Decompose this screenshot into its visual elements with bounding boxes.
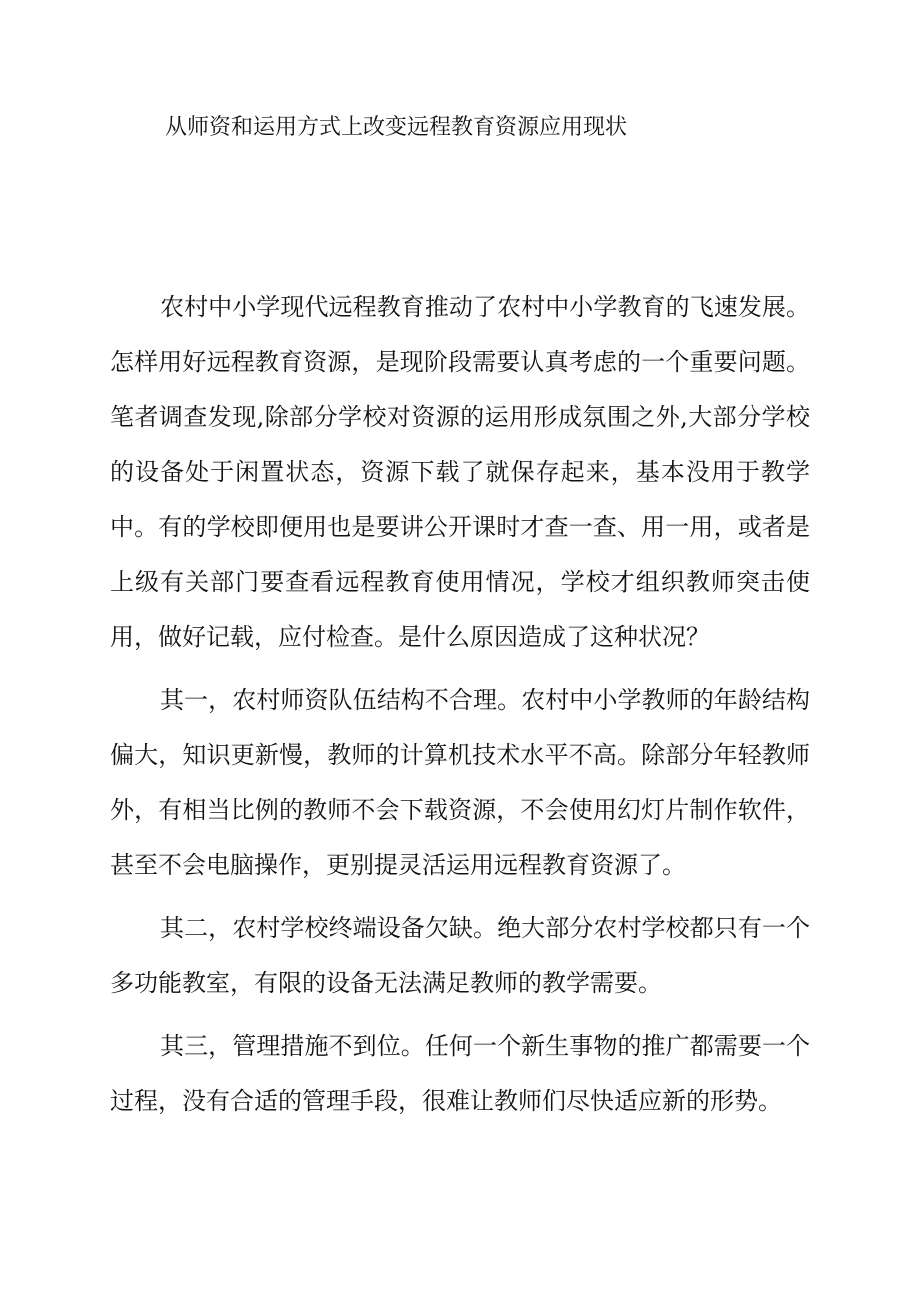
paragraph-reason-two: 其二，农村学校终端设备欠缺。绝大部分农村学校都只有一个多功能教室，有限的设备无法满足教师的教学需要。 — [110, 914, 810, 997]
paragraph-reason-three: 其三，管理措施不到位。任何一个新生事物的推广都需要一个过程，没有合适的管理手段，很难让教师们尽快适应新的形势。 — [110, 1032, 810, 1115]
document-body — [110, 280, 810, 1129]
document-title: 从师资和运用方式上改变远程教育资源应用现状 — [165, 115, 628, 140]
paragraph-intro: 农村中小学现代远程教育推动了农村中小学教育的飞速发展。怎样用好远程教育资源，是现阶段需要认真考虑的一个重要问题。笔者调查发现,除部分学校对资源的运用形成氛围之外,大部分学校的设备处于闲置状态，资源下载了就保存起来，基本没用于教学中。有的学校即便用也是要讲公开课时才查一查、用一用，或者是上级有关部门要查看远程教育使用情况，学校才组织教师突击使用，做好记载，应付检查。是什么原因造成了这种状况？ — [110, 293, 810, 651]
paragraph-reason-one: 其一，农村师资队伍结构不合理。农村中小学教师的年龄结构偏大，知识更新慢，教师的计算机技术水平不高。除部分年轻教师外，有相当比例的教师不会下载资源，不会使用幻灯片制作软件，甚至不会电脑操作，更别提灵活运用远程教育资源了。 — [110, 686, 810, 879]
